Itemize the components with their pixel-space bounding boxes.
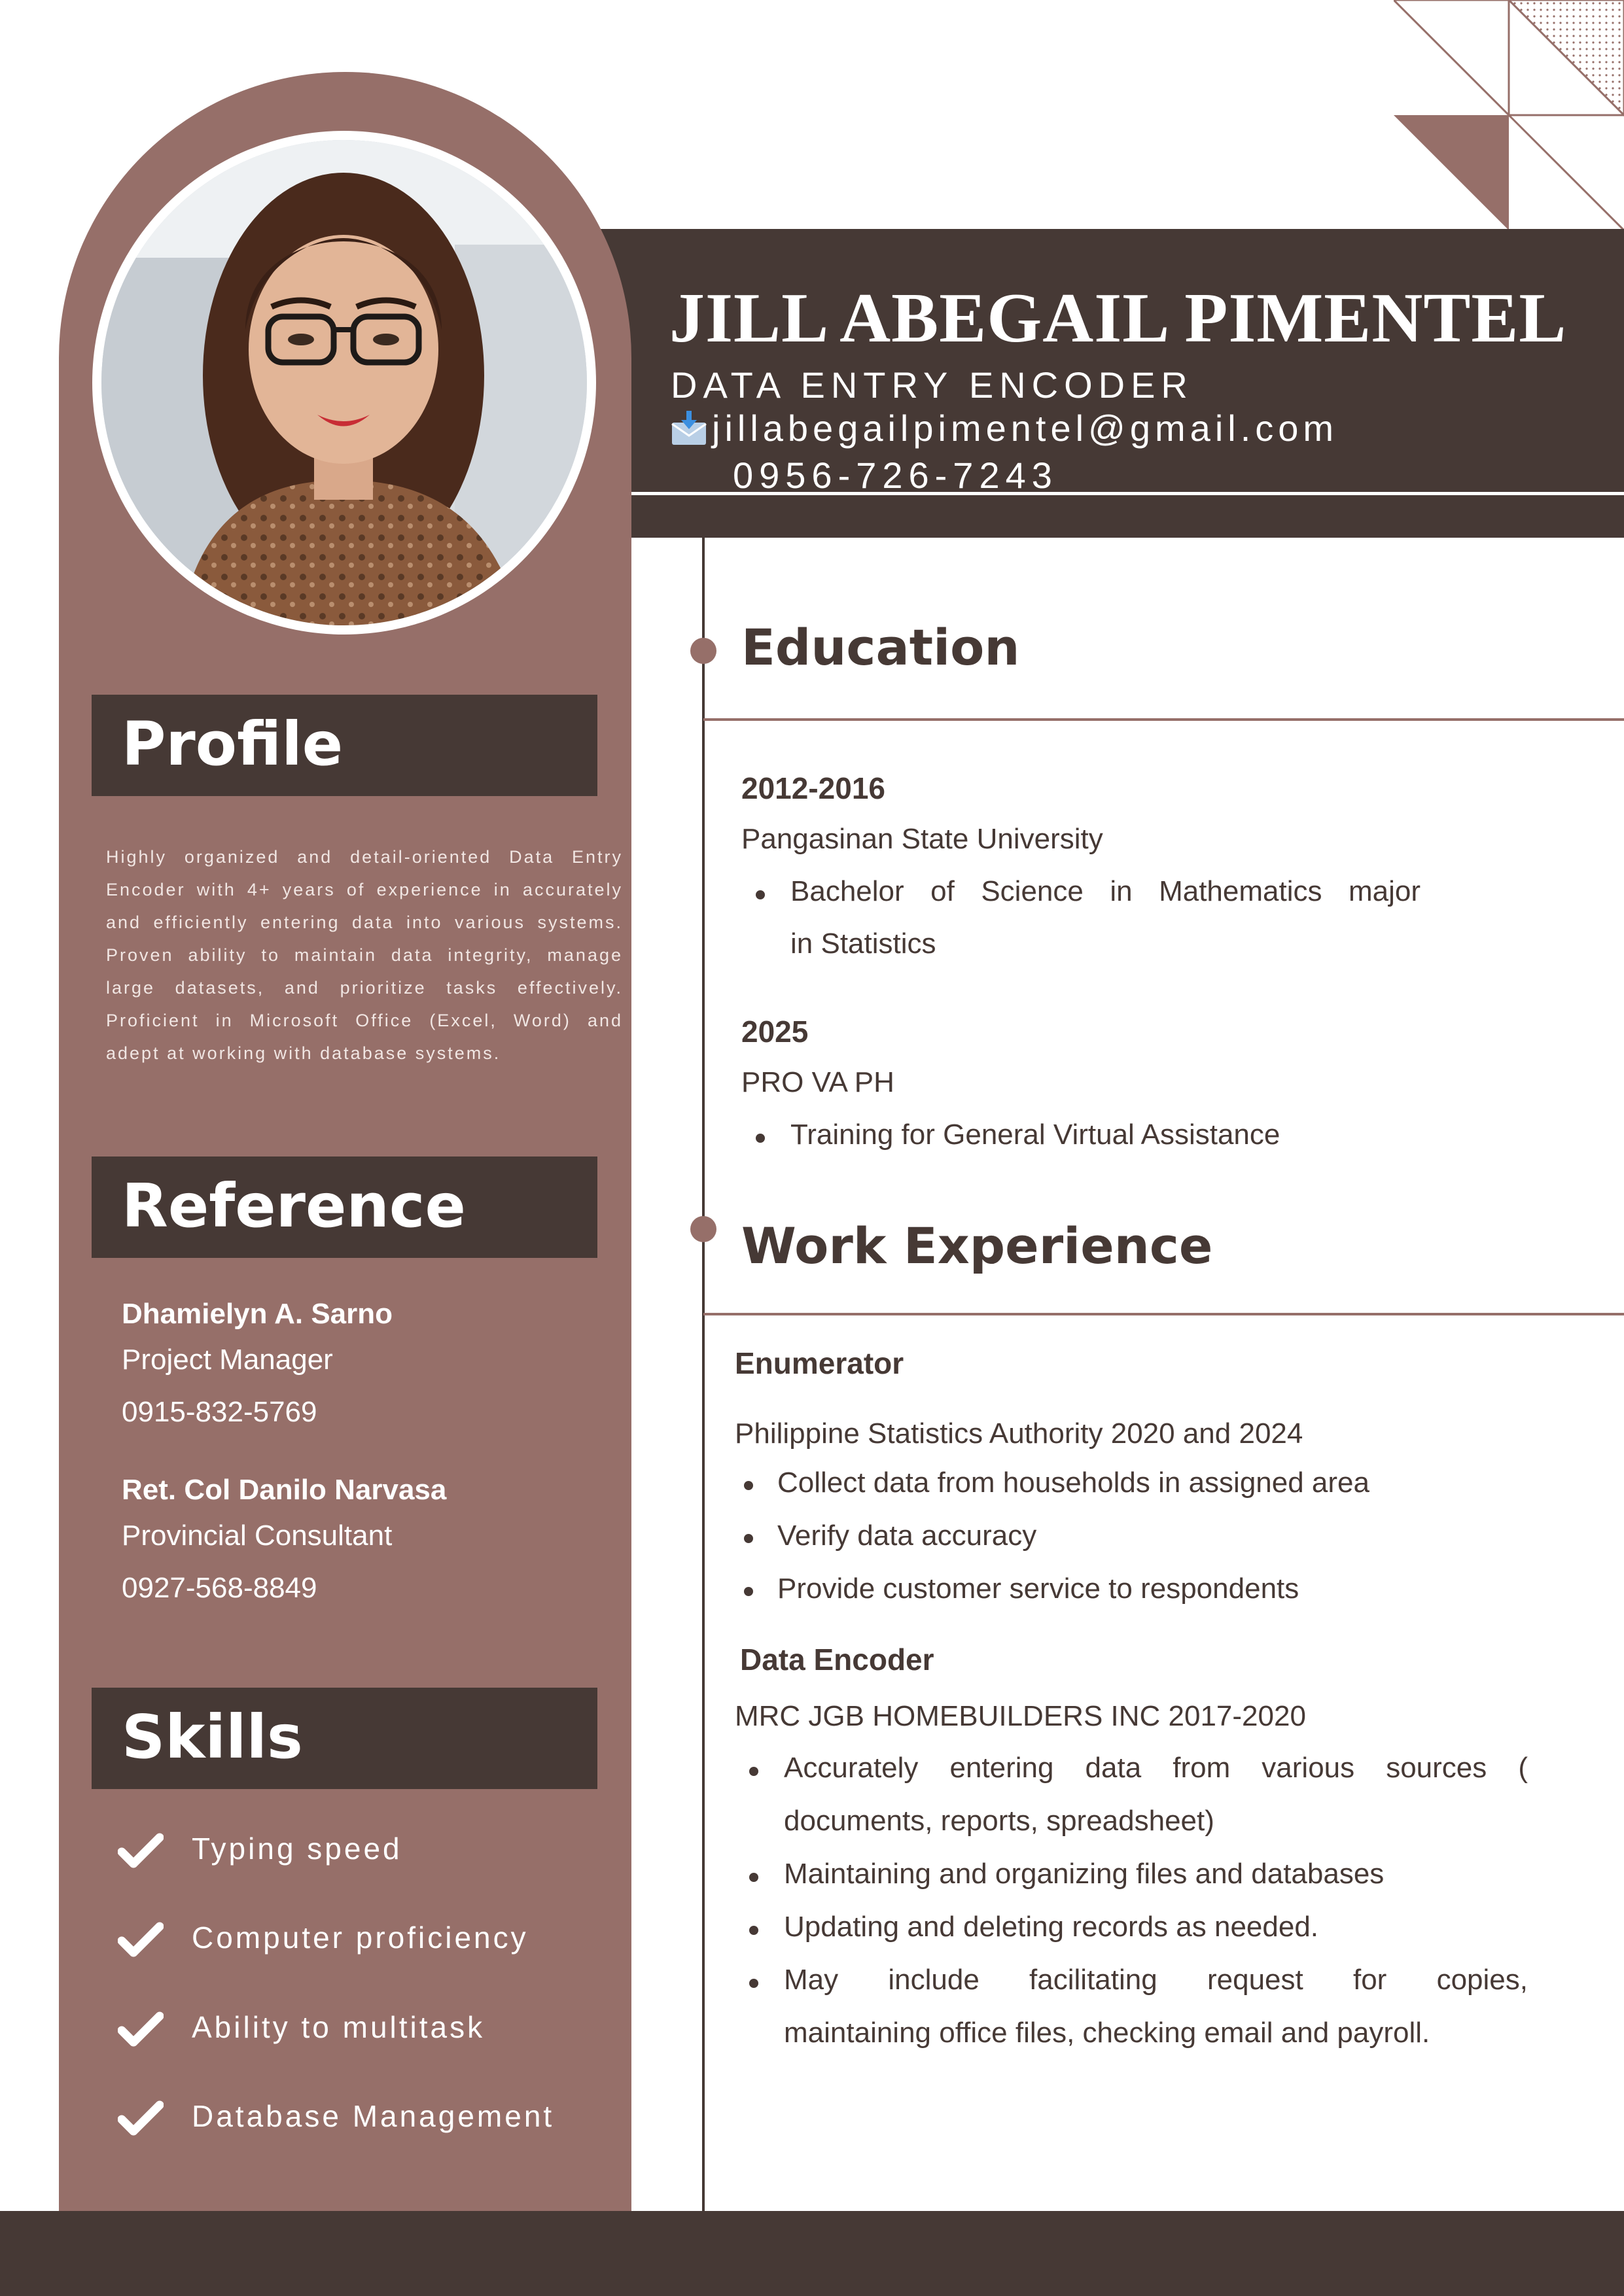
job-duty: documents, reports, spreadsheet) bbox=[784, 1805, 1214, 1837]
job-duty: Verify data accuracy bbox=[777, 1520, 1037, 1552]
reference-phone: 0915-832-5769 bbox=[122, 1396, 317, 1428]
education-years: 2012-2016 bbox=[741, 771, 885, 805]
bullet-dot bbox=[749, 1926, 758, 1935]
education-school: PRO VA PH bbox=[741, 1066, 894, 1098]
bullet-dot bbox=[744, 1534, 753, 1543]
bullet-dot bbox=[749, 1979, 758, 1988]
profile-heading: Profile bbox=[122, 709, 344, 779]
reference-heading-box bbox=[92, 1157, 597, 1258]
timeline-dot bbox=[690, 1216, 716, 1242]
job-company: MRC JGB HOMEBUILDERS INC 2017-2020 bbox=[735, 1700, 1306, 1732]
bullet-dot bbox=[744, 1481, 753, 1490]
skills-heading-box bbox=[92, 1688, 597, 1789]
mail-icon bbox=[671, 411, 707, 447]
skill-label: Typing speed bbox=[192, 1832, 402, 1866]
reference-name: Ret. Col Danilo Narvasa bbox=[122, 1474, 447, 1506]
bullet-dot bbox=[744, 1587, 753, 1596]
education-rule bbox=[703, 718, 1624, 721]
timeline-dot bbox=[690, 638, 716, 664]
bullet-dot bbox=[756, 1134, 765, 1143]
check-icon bbox=[118, 2100, 164, 2136]
profile-photo-frame bbox=[92, 131, 596, 635]
skill-label: Computer proficiency bbox=[192, 1921, 529, 1955]
job-title-heading: Enumerator bbox=[735, 1346, 904, 1380]
corner-triangles-decoration bbox=[1394, 0, 1624, 230]
skill-label: Ability to multitask bbox=[192, 2010, 485, 2044]
footer-band bbox=[0, 2211, 1624, 2296]
education-detail: in Statistics bbox=[790, 928, 936, 960]
work-heading: Work Experience bbox=[741, 1217, 1213, 1275]
education-detail: Training for General Virtual Assistance bbox=[790, 1119, 1280, 1151]
email-link[interactable]: jillabegailpimentel@gmail.com bbox=[712, 408, 1339, 449]
job-title-heading: Data Encoder bbox=[740, 1643, 934, 1677]
timeline-line bbox=[702, 538, 705, 2211]
check-icon bbox=[118, 1921, 164, 1958]
job-duty: maintaining office files, checking email and payroll. bbox=[784, 2017, 1430, 2049]
job-title: DATA ENTRY ENCODER bbox=[671, 364, 1193, 406]
skill-label: Database Management bbox=[192, 2099, 555, 2133]
job-company: Philippine Statistics Authority 2020 and 2024 bbox=[735, 1418, 1303, 1450]
header-divider-line bbox=[543, 492, 1624, 495]
job-duty: Provide customer service to respondents bbox=[777, 1573, 1299, 1605]
profile-photo bbox=[101, 140, 587, 625]
bullet-dot bbox=[749, 1873, 758, 1882]
work-rule bbox=[703, 1313, 1624, 1315]
skills-heading: Skills bbox=[122, 1702, 303, 1772]
education-school: Pangasinan State University bbox=[741, 823, 1103, 855]
candidate-name: JILL ABEGAIL PIMENTEL bbox=[669, 279, 1567, 357]
profile-heading-box bbox=[92, 695, 597, 796]
education-detail: Bachelor of Science in Mathematics major bbox=[790, 875, 1421, 907]
job-duty: Collect data from households in assigned area bbox=[777, 1467, 1369, 1499]
reference-heading: Reference bbox=[122, 1171, 466, 1241]
phone-number: 0956-726-7243 bbox=[733, 455, 1058, 496]
job-duty: Accurately entering data from various sources ( bbox=[784, 1752, 1528, 1784]
reference-role: Project Manager bbox=[122, 1344, 333, 1376]
profile-summary: Highly organized and detail-oriented Data Entry Encoder with 4+ years of experience in accurately and efficiently entering data into various systems. Proven ability to maintain data integrity, manage large datasets, and prioritize tasks effectively. Proficient in Microsoft Office (Excel, Word) and adept at working with database systems. bbox=[106, 847, 623, 1063]
bullet-dot bbox=[756, 890, 765, 899]
education-heading: Education bbox=[741, 618, 1020, 676]
check-icon bbox=[118, 2011, 164, 2047]
job-duty: Updating and deleting records as needed. bbox=[784, 1911, 1319, 1943]
reference-role: Provincial Consultant bbox=[122, 1520, 393, 1552]
check-icon bbox=[118, 1832, 164, 1869]
education-years: 2025 bbox=[741, 1015, 809, 1049]
job-duty: May include facilitating request for copies, bbox=[784, 1964, 1528, 1996]
reference-phone: 0927-568-8849 bbox=[122, 1572, 317, 1604]
reference-name: Dhamielyn A. Sarno bbox=[122, 1298, 393, 1330]
job-duty: Maintaining and organizing files and databases bbox=[784, 1858, 1385, 1890]
bullet-dot bbox=[749, 1767, 758, 1776]
